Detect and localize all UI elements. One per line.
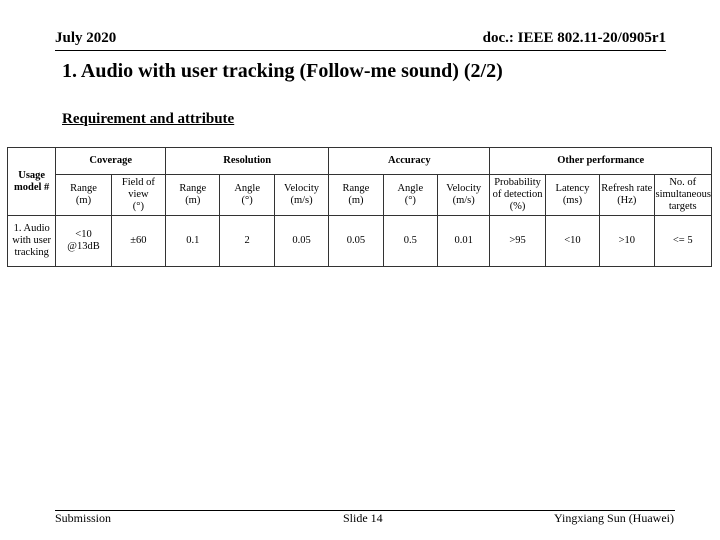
cell-latency: <10 <box>545 216 599 267</box>
col-simultaneous-targets: No. of simultaneous targets <box>654 175 712 216</box>
cell-accuracy-angle: 0.5 <box>383 216 437 267</box>
col-latency: Latency (ms) <box>545 175 599 216</box>
col-resolution-range: Range (m) <box>166 175 220 216</box>
header-date: July 2020 <box>55 30 117 46</box>
header-resolution: Resolution <box>166 148 329 175</box>
col-resolution-angle: Angle (°) <box>220 175 274 216</box>
header-other-performance: Other performance <box>490 148 712 175</box>
cell-coverage-range: <10 @13dB <box>56 216 111 267</box>
footer-slide-number: Slide 14 <box>343 511 383 525</box>
footer-submission: Submission <box>55 511 112 525</box>
footer-author: Yingxiang Sun (Huawei) <box>554 511 674 525</box>
cell-accuracy-range: 0.05 <box>329 216 383 267</box>
cell-resolution-angle: 2 <box>220 216 274 267</box>
table-row <box>8 216 712 267</box>
col-accuracy-velocity: Velocity (m/s) <box>438 175 490 216</box>
col-accuracy-angle: Angle (°) <box>383 175 437 216</box>
cell-probability-detection: >95 <box>490 216 545 267</box>
requirements-table <box>7 147 712 267</box>
header-coverage: Coverage <box>56 148 166 175</box>
cell-simultaneous-targets: <= 5 <box>654 216 712 267</box>
cell-coverage-fov: ±60 <box>111 216 165 267</box>
header-accuracy: Accuracy <box>329 148 490 175</box>
col-probability-detection: Probability of detection (%) <box>490 175 545 216</box>
section-subtitle: Requirement and attribute <box>62 111 235 127</box>
slide-title: 1. Audio with user tracking (Follow-me sound) (2/2) <box>62 60 503 82</box>
col-coverage-fov: Field of view (°) <box>111 175 165 216</box>
cell-resolution-velocity: 0.05 <box>274 216 328 267</box>
cell-resolution-range: 0.1 <box>166 216 220 267</box>
cell-accuracy-velocity: 0.01 <box>438 216 490 267</box>
cell-refresh-rate: >10 <box>600 216 654 267</box>
header-divider <box>55 50 666 51</box>
cell-usage-model: 1. Audio with user tracking <box>8 216 56 267</box>
col-refresh-rate: Refresh rate (Hz) <box>600 175 654 216</box>
col-coverage-range: Range (m) <box>56 175 111 216</box>
col-resolution-velocity: Velocity (m/s) <box>274 175 328 216</box>
header-usage-model: Usage model # <box>8 148 56 216</box>
col-accuracy-range: Range (m) <box>329 175 383 216</box>
header-doc-id: doc.: IEEE 802.11-20/0905r1 <box>482 30 666 46</box>
